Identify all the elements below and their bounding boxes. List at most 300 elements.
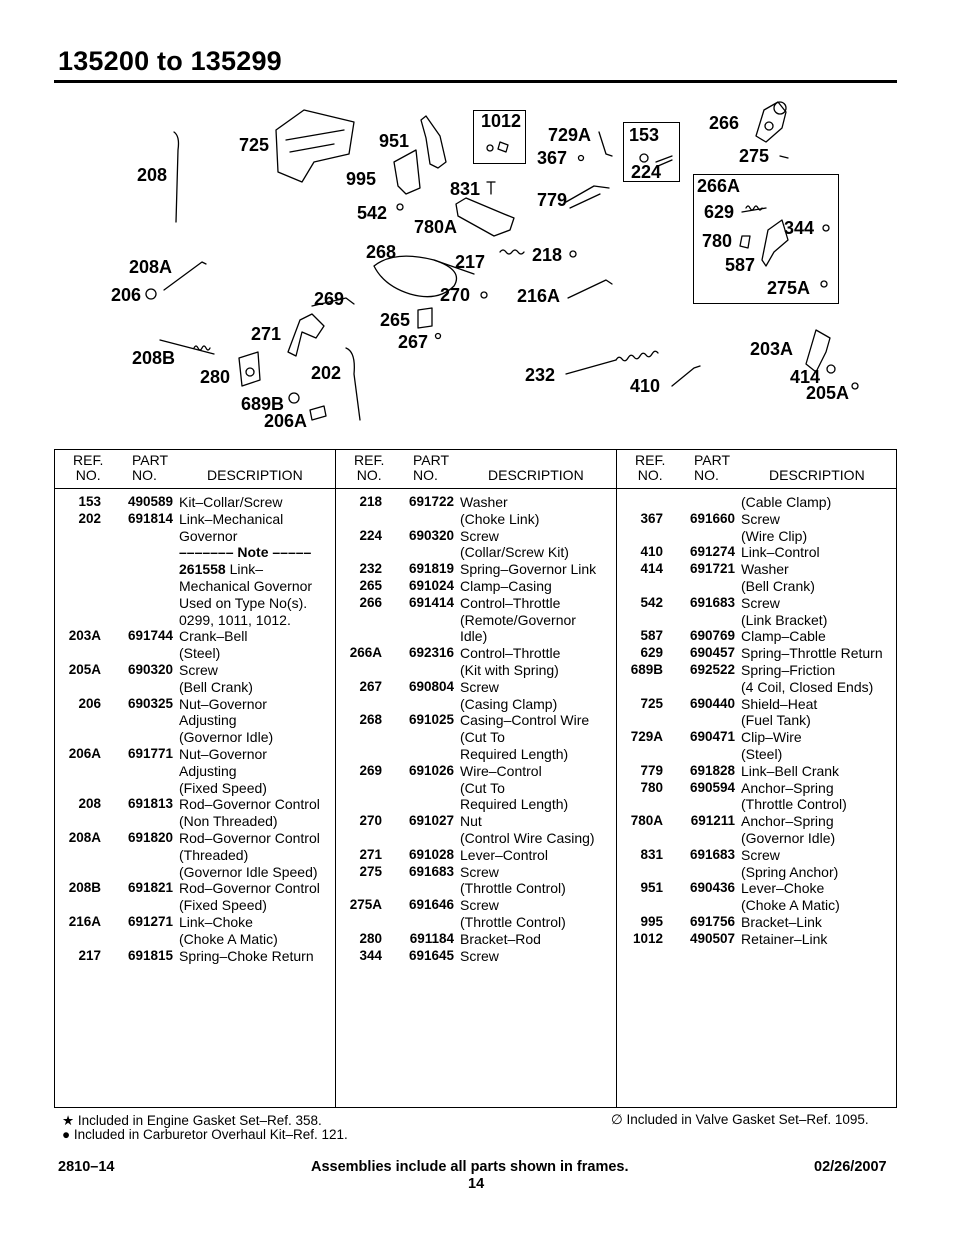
- page-title: 135200 to 135299: [58, 46, 282, 76]
- description-text: Rod–Governor Control (Fixed Speed): [179, 880, 320, 914]
- part-description: [179, 696, 335, 746]
- ref-number: 268: [359, 712, 382, 728]
- callout-label: 410: [630, 376, 661, 396]
- title-rule: [54, 80, 897, 83]
- description-text: Nut (Control Wire Casing): [460, 813, 595, 846]
- description-text: Spring–Throttle Return: [741, 645, 883, 662]
- table-row: [617, 494, 897, 511]
- part-number: 691184: [409, 930, 454, 946]
- description-text: Kit–Collar/Screw: [179, 494, 283, 510]
- part-description: [741, 561, 897, 595]
- table-row: [55, 796, 335, 830]
- callout-label: 208A: [129, 257, 173, 277]
- part-description: [460, 813, 616, 847]
- ref-number: 224: [359, 527, 382, 543]
- crank-203A-icon: [806, 330, 830, 372]
- part-number: 690594: [689, 779, 735, 795]
- part-number: 691024: [408, 577, 454, 593]
- document-date: 02/26/2007: [814, 1159, 887, 1175]
- part-description: [741, 729, 897, 763]
- callout-label: 779: [537, 190, 568, 210]
- rows-column-3: [617, 494, 897, 948]
- ref-number: 629: [640, 645, 663, 661]
- description-text: Casing–Control Wire (Cut To Required Length): [460, 712, 590, 762]
- description-text: Link–Control: [741, 544, 820, 561]
- callout-label: 265: [380, 310, 411, 330]
- ref-number: 344: [359, 947, 382, 963]
- part-number: 690320: [408, 527, 454, 543]
- ref-number: 275: [359, 863, 382, 879]
- table-row: [55, 561, 335, 628]
- description-text: Spring–Governor Link: [460, 561, 597, 578]
- table-row: [336, 528, 616, 562]
- ref-number: 218: [359, 494, 382, 509]
- part-description: [179, 830, 335, 880]
- parts-column-2: [336, 450, 616, 1107]
- table-row: [336, 578, 616, 595]
- clip-729A-icon: [599, 132, 612, 156]
- ref-number: 689B: [630, 661, 663, 677]
- ref-number: 208: [78, 796, 101, 812]
- link-202-icon: [346, 348, 360, 420]
- parts-table: [54, 449, 897, 1108]
- callout-label: 206A: [264, 411, 308, 431]
- part-number: 690436: [689, 880, 735, 896]
- header-desc: DESCRIPTION: [207, 467, 303, 483]
- table-row: [617, 544, 897, 561]
- callout-label: 218: [532, 245, 563, 265]
- table-row: [55, 544, 335, 561]
- part-number: 691683: [408, 863, 454, 879]
- shield-725-icon: [276, 110, 354, 182]
- screw-831-icon: [487, 182, 495, 194]
- ref-number: 267: [359, 678, 382, 694]
- part-number: 691414: [408, 594, 454, 610]
- ref-number: 266A: [349, 645, 382, 661]
- part-description: [741, 662, 897, 696]
- table-row: [617, 931, 897, 948]
- callout-label: 208: [137, 165, 168, 185]
- callout-label: 266: [709, 113, 740, 133]
- description-text: Screw (Spring Anchor): [741, 846, 839, 880]
- description-text: Screw (Wire Clip): [741, 510, 808, 544]
- part-description: [460, 897, 616, 931]
- spring-217-icon: [500, 250, 524, 254]
- part-description: [179, 880, 335, 914]
- part-description: [460, 712, 616, 762]
- table-row: [55, 696, 335, 746]
- lever-271-icon: [288, 314, 324, 356]
- ref-number: 232: [359, 561, 382, 577]
- table-row: [55, 830, 335, 880]
- table-row: [336, 763, 616, 813]
- part-description: [741, 696, 897, 730]
- header-ref: REF. NO.: [354, 452, 385, 483]
- ref-number: 951: [640, 880, 663, 896]
- description-text: Bracket–Rod: [460, 930, 541, 947]
- description-text: Screw (Throttle Control): [460, 897, 566, 930]
- part-description: [460, 931, 616, 948]
- ref-number: 269: [359, 762, 382, 778]
- table-row: [336, 847, 616, 864]
- ref-number: 995: [640, 913, 663, 929]
- rows-column-1: [55, 494, 335, 964]
- table-row: [617, 511, 897, 545]
- ref-number: 831: [640, 846, 663, 862]
- part-description: [179, 796, 335, 830]
- header-ref: REF. NO.: [635, 452, 666, 483]
- callout-label: 344: [784, 218, 815, 238]
- parts-column-1: [55, 450, 335, 1107]
- part-number: 691820: [127, 829, 173, 845]
- callout-label: 268: [366, 242, 397, 262]
- part-number: 691771: [127, 745, 173, 761]
- description-text: Link–Choke (Choke A Matic): [179, 913, 278, 947]
- clamp-265-icon: [418, 308, 432, 328]
- part-description: [179, 561, 335, 628]
- part-description: [460, 528, 616, 562]
- ref-number: 265: [359, 577, 382, 593]
- ref-number: 729A: [630, 729, 663, 745]
- description-text: Shield–Heat (Fuel Tank): [741, 695, 818, 729]
- part-description: [741, 595, 897, 629]
- part-number: 691756: [689, 913, 735, 929]
- description-text: Rod–Governor Control (Threaded) (Governor Idle Speed): [179, 829, 320, 880]
- part-description: [741, 780, 897, 814]
- part-number: 690325: [127, 695, 173, 711]
- footnote-carburetor-kit: ● Included in Carburetor Overhaul Kit–Ref. 121.: [62, 1127, 348, 1142]
- part-number: 691814: [127, 510, 173, 526]
- table-row: [336, 931, 616, 948]
- ref-number: 206: [78, 695, 101, 711]
- table-row: [336, 864, 616, 898]
- bracket-280-icon: [239, 352, 260, 386]
- ref-number: 779: [640, 762, 663, 778]
- callout-label: 266A: [697, 176, 741, 196]
- part-number: 691683: [689, 594, 735, 610]
- description-text: Spring–Friction (4 Coil, Closed Ends): [741, 661, 874, 695]
- part-number: 690804: [408, 678, 454, 694]
- description-text: Clip–Wire (Steel): [741, 729, 802, 762]
- callout-label: 729A: [548, 125, 592, 145]
- part-description: [460, 847, 616, 864]
- table-row: [336, 897, 616, 931]
- part-number: 691025: [408, 712, 454, 728]
- part-number: 690320: [127, 661, 173, 677]
- table-row: [55, 662, 335, 696]
- callout-label: 1012: [481, 111, 522, 131]
- table-row: [336, 494, 616, 528]
- callout-label: 725: [239, 135, 270, 155]
- page-number: 14: [468, 1176, 485, 1192]
- part-description: [460, 679, 616, 713]
- part-number: 691819: [408, 561, 454, 577]
- part-number: 691027: [408, 813, 454, 829]
- description-text: Screw (Bell Crank): [179, 661, 253, 695]
- note-text: Link– Mechanical Governor Used on Type No(s). 0299, 1011, 1012.: [179, 561, 313, 628]
- ref-number: 217: [78, 947, 101, 963]
- header-desc: DESCRIPTION: [488, 467, 584, 483]
- part-number: 690457: [689, 645, 735, 661]
- table-row: [617, 763, 897, 780]
- table-row: [55, 880, 335, 914]
- part-description: [741, 914, 897, 931]
- part-description: [179, 628, 335, 662]
- description-text: Anchor–Spring (Governor Idle): [741, 813, 836, 846]
- description-text: (Cable Clamp): [741, 494, 832, 510]
- table-row: [55, 746, 335, 796]
- callout-label: 689B: [241, 394, 285, 414]
- callout-label: 203A: [750, 339, 794, 359]
- description-text: Rod–Governor Control (Non Threaded): [179, 796, 320, 830]
- part-description: [179, 544, 335, 561]
- ref-number: 367: [640, 510, 663, 526]
- description-text: Clamp–Cable: [741, 628, 826, 645]
- part-description: [741, 847, 897, 881]
- ref-number: 280: [359, 930, 382, 946]
- ref-number: 153: [78, 494, 101, 509]
- table-row: [336, 679, 616, 713]
- part-description: [460, 578, 616, 595]
- table-row: [55, 494, 335, 511]
- part-description: [741, 645, 897, 662]
- description-text: Screw (Link Bracket): [741, 594, 828, 628]
- ref-number: 271: [359, 846, 382, 862]
- part-description: [460, 948, 616, 965]
- callout-label: 206: [111, 285, 142, 305]
- part-description: [179, 948, 335, 965]
- bracket-995-icon: [394, 150, 420, 194]
- table-row: [336, 712, 616, 762]
- callout-label: 831: [450, 179, 481, 199]
- table-row: [617, 595, 897, 629]
- part-description: [179, 746, 335, 796]
- part-description: [460, 561, 616, 578]
- part-number: 690769: [689, 628, 735, 644]
- part-number: 691026: [408, 762, 454, 778]
- ref-number: 206A: [68, 745, 101, 761]
- lever-951-icon: [421, 116, 446, 168]
- header-part: PART NO.: [694, 452, 731, 483]
- header-part: PART NO.: [132, 452, 169, 483]
- description-text: Clamp–Casing: [460, 577, 552, 594]
- table-row: [617, 696, 897, 730]
- ref-number: 780A: [630, 813, 663, 829]
- description-text: Screw (Throttle Control): [460, 863, 566, 897]
- part-description: [179, 511, 335, 545]
- part-number: 691815: [127, 947, 173, 963]
- description-text: Control–Throttle (Kit with Spring): [460, 645, 561, 678]
- description-text: Washer (Choke Link): [460, 494, 540, 527]
- description-text: Washer (Bell Crank): [741, 561, 815, 594]
- link-779-icon: [566, 186, 609, 208]
- part-number: 691211: [690, 813, 735, 829]
- table-row: [336, 948, 616, 965]
- ref-number: 1012: [632, 930, 663, 946]
- callout-label: 367: [537, 148, 568, 168]
- description-text: Retainer–Link: [741, 930, 828, 947]
- frames-note: Assemblies include all parts shown in frames.: [311, 1159, 629, 1175]
- description-text: Screw (Casing Clamp): [460, 678, 558, 712]
- table-row: [617, 880, 897, 914]
- part-number: 691646: [408, 897, 454, 913]
- part-number: 690440: [689, 695, 735, 711]
- callout-label: 208B: [132, 348, 176, 368]
- ref-number: 542: [640, 594, 663, 610]
- part-number: 691683: [689, 846, 735, 862]
- description-text: Nut–Governor Adjusting (Governor Idle): [179, 695, 274, 746]
- description-text: Wire–Control (Cut To Required Length): [460, 762, 569, 813]
- part-number: 490589: [127, 494, 173, 509]
- part-description: [741, 511, 897, 545]
- description-text: Nut–Governor Adjusting (Fixed Speed): [179, 745, 267, 796]
- part-description: [460, 763, 616, 813]
- callout-label: 951: [379, 131, 410, 151]
- part-description: [741, 880, 897, 914]
- description-text: Link–Bell Crank: [741, 762, 840, 779]
- parts-column-3: [617, 450, 897, 1107]
- callout-label: 216A: [517, 286, 561, 306]
- ref-number: 270: [359, 813, 382, 829]
- callout-label: 280: [200, 367, 231, 387]
- footnote-valve-gasket: ∅ Included in Valve Gasket Set–Ref. 1095.: [611, 1112, 869, 1127]
- callout-label: 202: [311, 363, 342, 383]
- link-216A-icon: [568, 280, 612, 298]
- table-row: [617, 645, 897, 662]
- table-header: [617, 450, 897, 489]
- ref-number: 208B: [68, 880, 101, 896]
- part-number: 691722: [408, 494, 454, 509]
- callout-label: 995: [346, 169, 377, 189]
- ref-number: 275A: [349, 897, 382, 913]
- description-text: Screw: [460, 947, 499, 964]
- description-text: Lever–Control: [460, 846, 548, 863]
- description-text: Spring–Choke Return: [179, 947, 314, 964]
- part-number: 691828: [689, 762, 735, 778]
- description-text: Link–Mechanical Governor: [179, 510, 284, 544]
- note-heading: ––––––– Note –––––: [179, 544, 312, 561]
- ref-number: 205A: [68, 661, 101, 677]
- callout-label: 267: [398, 332, 429, 352]
- table-row: [336, 645, 616, 679]
- ref-number: 780: [640, 779, 663, 795]
- part-description: [741, 931, 897, 948]
- ref-number: 410: [640, 544, 663, 560]
- rows-column-2: [336, 494, 616, 964]
- part-number: 490507: [689, 930, 735, 946]
- table-row: [617, 662, 897, 696]
- table-row: [617, 628, 897, 645]
- callout-label: 629: [704, 202, 735, 222]
- part-description: [741, 813, 897, 847]
- table-row: [617, 914, 897, 931]
- description-text: Bracket–Link: [741, 913, 822, 930]
- callout-label: 269: [314, 289, 345, 309]
- table-row: [617, 813, 897, 847]
- part-description: [741, 763, 897, 780]
- ref-number: 216A: [68, 913, 101, 929]
- part-number: 690471: [689, 729, 735, 745]
- part-number: 691271: [127, 913, 173, 929]
- anchor-780A-icon: [456, 198, 514, 236]
- nut-206A-icon: [310, 406, 326, 420]
- part-number: 691813: [127, 796, 173, 812]
- spring-232-icon: [566, 360, 616, 374]
- part-description: [179, 914, 335, 948]
- table-header: [336, 450, 616, 489]
- ref-number: 725: [640, 695, 663, 711]
- callout-label: 224: [631, 162, 662, 182]
- callout-label: 271: [251, 324, 282, 344]
- table-row: [55, 628, 335, 662]
- note-part-number: 261558: [179, 561, 226, 578]
- header-desc: DESCRIPTION: [769, 467, 865, 483]
- part-number: 692316: [408, 645, 454, 661]
- part-description: [460, 864, 616, 898]
- part-description: [179, 662, 335, 696]
- callout-label: 205A: [806, 383, 850, 403]
- table-row: [336, 561, 616, 578]
- part-number: 691645: [408, 947, 454, 963]
- part-number: 691721: [689, 561, 735, 577]
- callout-label: 780: [702, 231, 733, 251]
- document-number: 2810–14: [58, 1159, 115, 1175]
- callout-label: 542: [357, 203, 388, 223]
- rod-208-icon: [174, 132, 179, 222]
- header-ref: REF. NO.: [73, 452, 104, 483]
- description-text: Anchor–Spring (Throttle Control): [741, 779, 847, 813]
- description-text: Lever–Choke (Choke A Matic): [741, 880, 840, 914]
- part-description: [460, 595, 616, 645]
- part-number: 691660: [689, 510, 735, 526]
- table-row: [336, 813, 616, 847]
- ref-number: 208A: [68, 829, 101, 845]
- table-row: [336, 595, 616, 645]
- callout-label: 275A: [767, 278, 811, 298]
- part-description: [741, 628, 897, 645]
- part-description: [741, 494, 897, 511]
- callout-label: 232: [525, 365, 556, 385]
- part-description: [460, 494, 616, 528]
- callout-label: 587: [725, 255, 756, 275]
- callout-label: 780A: [414, 217, 458, 237]
- part-number: 692522: [689, 661, 735, 677]
- ref-number: 203A: [68, 628, 101, 644]
- part-number: 691744: [127, 628, 173, 644]
- ref-number: 266: [359, 594, 382, 610]
- part-description: [460, 645, 616, 679]
- ref-number: 202: [78, 510, 101, 526]
- part-number: 691028: [408, 846, 454, 862]
- spring-689B-icon: [289, 393, 299, 403]
- table-row: [55, 914, 335, 948]
- callout-label: 414: [790, 367, 821, 387]
- footnote-engine-gasket: ★ Included in Engine Gasket Set–Ref. 358.: [62, 1113, 322, 1128]
- part-number: 691821: [127, 880, 173, 896]
- table-row: [617, 729, 897, 763]
- callout-label: 153: [629, 125, 660, 145]
- table-row: [617, 847, 897, 881]
- callout-label: 275: [739, 146, 770, 166]
- link-410-icon: [672, 366, 700, 386]
- part-number: 691274: [689, 544, 735, 560]
- callout-label: 270: [440, 285, 471, 305]
- description-text: Screw (Collar/Screw Kit): [460, 527, 569, 561]
- ref-number: 587: [640, 628, 663, 644]
- header-part: PART NO.: [413, 452, 450, 483]
- callout-label: 217: [455, 252, 486, 272]
- table-row: [617, 561, 897, 595]
